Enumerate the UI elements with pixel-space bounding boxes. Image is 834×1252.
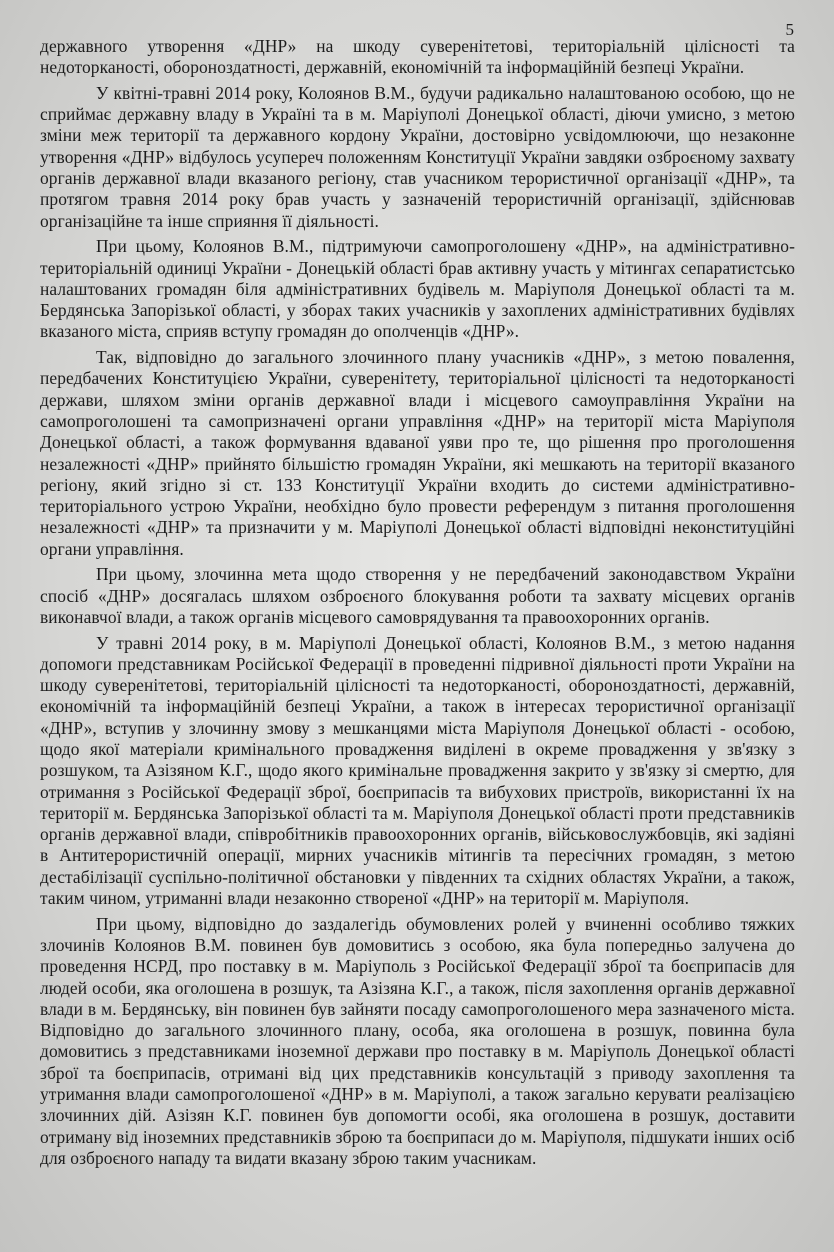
document-body xyxy=(40,36,795,1169)
paragraph: У квітні-травні 2014 року, Колоянов В.М., будучи радикально налаштованою особою, що не сприймає державну владу в Україні та в м. Маріуполі Донецької області, діючи умисно, з метою зміни меж території та державного кордону України, достовірно усвідомлюючи, що незаконне утворення «ДНР» відбулось усупереч положенням Конституції України завдяки озброєному захвату органів державної влади вказаного регіону, став учасником терористичної організації «ДНР», та протягом травня 2014 року брав участь у зазначеній терористичній організації, здійснював організаційне та інше сприяння її діяльності. xyxy=(40,82,795,231)
paragraph: При цьому, відповідно до заздалегідь обумовлених ролей у вчиненні особливо тяжких злочинів Колоянов В.М. повинен був домовитись з особою, яка була попередньо залучена до проведення НСРД, про поставку в м. Маріуполь з Російської Федерації зброї та боєприпасів для людей особи, яка оголошена в розшук, та Азізяна К.Г., а також, після захоплення органів державної влади в м. Бердянську, він повинен був зайняти посаду самопроголошеного мера зазначеного міста. Відповідно до загального злочинного плану, особа, яка оголошена в розшук, повинна була домовитись з представниками іноземної держави про поставку в м. Маріуполь Донецької області зброї та боєприпасів, отримані від цих представників консультацій з приводу захоплення та утримання влади самопроголошеної «ДНР» в м. Маріуполі, а також загально керувати реалізацією злочинних дій. Азізян К.Г. повинен був допомогти особі, яка оголошена в розшук, доставити отриману від іноземних представників зброю та боєприпаси до м. Маріуполя, підшукати інших осіб для озброєного нападу та видати вказану зброю таким учасникам. xyxy=(40,913,795,1168)
paragraph: Так, відповідно до загального злочинного плану учасників «ДНР», з метою повалення, передбачених Конституцією України, суверенітету, територіальної цілісності та недоторканості держави, шляхом зміни органів державної влади і місцевого самоуправління України на самопроголошені та самопризначені органи управління «ДНР» на території міста Маріуполя Донецької області, а також формування вдаваної уяви про те, що рішення про проголошення незалежності «ДНР» прийнято більшістю громадян України, які мешкають на території вказаного регіону, який згідно зі ст. 133 Конституції України входить до системи адміністративно-територіального устрою України, необхідно було провести референдум з питання проголошення незалежності «ДНР» та призначити у м. Маріуполі Донецької області відповідні неконституційні органи управління. xyxy=(40,347,795,559)
paragraph: При цьому, Колоянов В.М., підтримуючи самопроголошену «ДНР», на адміністративно-територіальній одиниці України - Донецькій області брав активну участь у мітингах сепаратистсько налаштованих громадян біля адміністративних будівель м. Маріуполя Донецької області та м. Бердянська Запорізької області, у зборах таких учасників у захоплених адміністративних будівлях вказаного міста, сприяв вступу громадян до ополченців «ДНР». xyxy=(40,236,795,342)
paragraph: У травні 2014 року, в м. Маріуполі Донецької області, Колоянов В.М., з метою надання допомоги представникам Російської Федерації в проведенні підривної діяльності проти України на шкоду суверенітетові, територіальній цілісності та недоторканості, обороноздатності, державній, економічній та інформаційній безпеці України, а також в інтересах терористичної організації «ДНР», вступив у злочинну змову з мешканцями міста Маріуполя Донецької області - особою, щодо якої матеріали кримінального провадження виділені в окреме провадження у зв'язку з розшуком, та Азізяном К.Г., щодо якого кримінальне провадження закрито у зв'язку зі смертю, для отримання з Російської Федерації зброї, боєприпасів та вибухових пристроїв, використанні їх на території м. Бердянська Запорізької області та м. Маріуполя Донецької області проти представників органів державної влади, співробітників правоохоронних органів, військовослужбовців, які задіяні в Антитерористичній операції, мирних учасників мітингів та пересічних громадян, з метою дестабілізації суспільно-політичної обстановки у південних та східних областях України, а також, таким чином, утриманні влади незаконно створеної «ДНР» на території м. Маріуполя. xyxy=(40,632,795,909)
paragraph: державного утворення «ДНР» на шкоду суверенітетові, територіальній цілісності та недоторканості, обороноздатності, державній, економічній та інформаційній безпеці України. xyxy=(40,36,795,78)
page-number: 5 xyxy=(785,20,794,39)
paragraph: При цьому, злочинна мета щодо створення у не передбачений законодавством України спосіб «ДНР» досягалась шляхом озброєного блокування роботи та захвату місцевих органів виконавчої влади, а також органів місцевого самоврядування та правоохоронних органів. xyxy=(40,564,795,627)
